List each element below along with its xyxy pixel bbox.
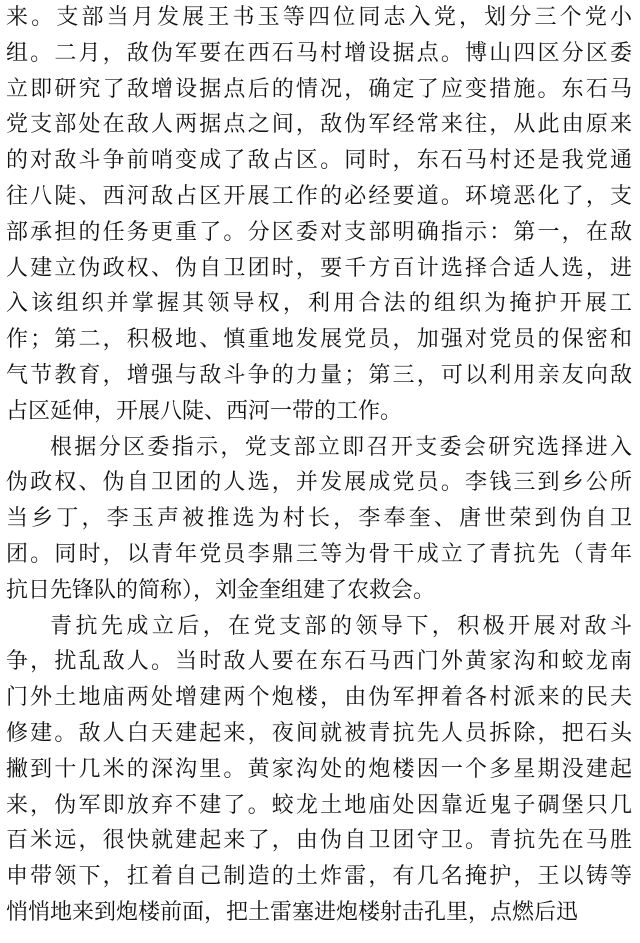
- text-line: 组。二月，敌伪军要在西石马村增设据点。博山四区分区委: [6, 40, 632, 66]
- text-line: 气节教育，增强与敌斗争的力量；第三，可以利用亲友向敌: [6, 362, 632, 388]
- text-line: 当乡丁，李玉声被推选为村长，李奉奎、唐世荣到伪自卫: [6, 506, 632, 532]
- text-line: 党支部处在敌人两据点之间，敌伪军经常来往，从此由原来: [6, 112, 632, 138]
- text-line: 悄悄地来到炮楼前面，把土雷塞进炮楼射击孔里，点燃后迅: [6, 899, 579, 925]
- text-line: 入该组织并掌握其领导权，利用合法的组织为掩护开展工: [6, 291, 632, 317]
- text-line: 部承担的任务更重了。分区委对支部明确指示：第一，在敌: [6, 219, 632, 245]
- paragraph: [6, 430, 632, 609]
- text-line: 往八陡、西河敌占区开展工作的必经要道。环境恶化了，支: [6, 183, 632, 209]
- text-line: 门外土地庙两处增建两个炮楼，由伪军押着各村派来的民夫: [6, 685, 632, 711]
- text-line: 团。同时，以青年党员李鼎三等为骨干成立了青抗先（青年: [6, 541, 632, 567]
- text-line: 伪政权、伪自卫团的人选，并发展成党员。李钱三到乡公所: [6, 470, 632, 496]
- text-line: 撇到十几米的深沟里。黄家沟处的炮楼因一个多星期没建起: [6, 756, 632, 782]
- text-line: 百米远，很快就建起来了，由伪自卫团守卫。青抗先在马胜: [6, 828, 632, 854]
- text-line: 青抗先成立后，在党支部的领导下，积极开展对敌斗: [50, 613, 632, 639]
- text-line: 的对敌斗争前哨变成了敌占区。同时，东石马村还是我党通: [6, 148, 632, 174]
- paragraph: [6, 609, 632, 931]
- paragraph: [6, 0, 632, 430]
- text-line: 作；第二，积极地、慎重地发展党员，加强对党员的保密和: [6, 327, 632, 353]
- text-line: 争，扰乱敌人。当时敌人要在东石马西门外黄家沟和蛟龙南: [6, 649, 632, 675]
- text-line: 来，伪军即放弃不建了。蛟龙土地庙处因靠近鬼子碉堡只几: [6, 792, 632, 818]
- text-line: 根据分区委指示，党支部立即召开支委会研究选择进入: [50, 434, 632, 460]
- text-line: 来。支部当月发展王书玉等四位同志入党，划分三个党小: [6, 5, 632, 30]
- text-line: 修建。敌人白天建起来，夜间就被青抗先人员拆除，把石头: [6, 720, 632, 746]
- text-line: 占区延伸，开展八陡、西河一带的工作。: [6, 398, 403, 424]
- text-line: 人建立伪政权、伪自卫团时，要千方百计选择合适人选，进: [6, 255, 632, 281]
- text-line: 抗日先锋队的简称），刘金奎组建了农救会。: [6, 577, 436, 603]
- text-line: 立即研究了敌增设据点后的情况，确定了应变措施。东石马: [6, 76, 632, 102]
- text-line: 申带领下，扛着自己制造的土炸雷，有几名掩护，王以铸等: [6, 864, 632, 890]
